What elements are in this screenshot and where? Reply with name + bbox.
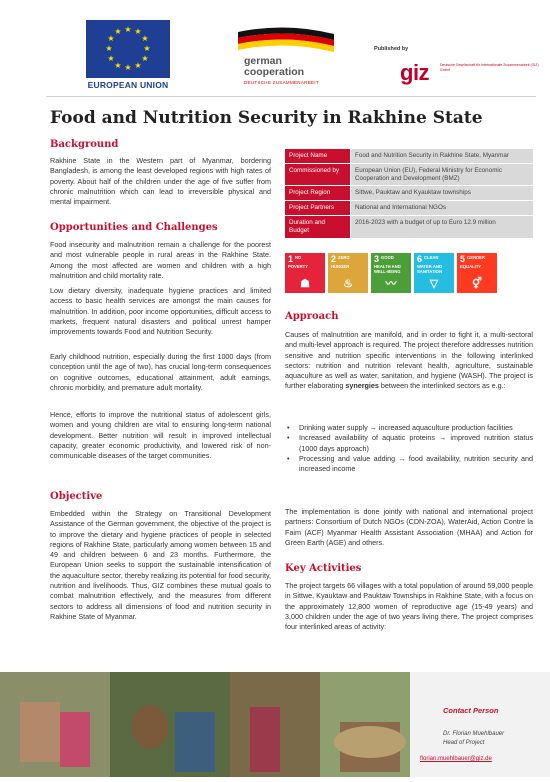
opportunities-heading: Opportunities and Challenges bbox=[50, 222, 218, 233]
opportunities-p1: Food insecurity and malnutrition remain a challenge for the poorest and most vulnerable people in rural areas in the Rakhine State. Among the most affected are women and children with a high malnutrition and child mortality rate. bbox=[50, 240, 271, 280]
approach-p2: The implementation is done jointly with national and international project partners: Consortium of Dutch NGOs (CDN-ZOA), WaterAid, Action Contre la Faim (ACF) Myanmar Health Assistant Association (MHAA) and Action for Green Earth (AGE) and others. bbox=[285, 507, 533, 547]
bowl-icon: ♨ bbox=[343, 278, 353, 290]
water-glass-icon: ▽ bbox=[429, 278, 439, 290]
info-value: European Union (EU), Federal Ministry for Economic Cooperation and Development (BMZ) bbox=[351, 163, 534, 186]
svg-text:★: ★ bbox=[134, 27, 142, 36]
sdg-tile-gender-equality: 5 GENDER EQUALITY ⚥ bbox=[457, 253, 497, 293]
contact-details bbox=[443, 730, 504, 747]
info-key: Project Region bbox=[285, 186, 351, 201]
sdg-tile-good-health: 3 GOOD HEALTH AND WELL-BEING 〰 bbox=[371, 253, 411, 293]
svg-text:★: ★ bbox=[107, 54, 115, 63]
info-value: National and International NGOs bbox=[351, 201, 534, 216]
key-activities-heading: Key Activities bbox=[285, 563, 362, 574]
giz-logo: giz bbox=[400, 60, 430, 85]
sdg-tile-zero-hunger: 2 ZERO HUNGER ♨ bbox=[328, 253, 368, 293]
sdg-tile-clean-water: 6 CLEAN WATER AND SANITATION ▽ bbox=[414, 253, 454, 293]
contact-role: Head of Project bbox=[443, 739, 485, 746]
header-divider bbox=[46, 96, 536, 97]
info-key: Commissioned by bbox=[285, 163, 351, 186]
svg-text:★: ★ bbox=[143, 44, 151, 53]
contact-title: Contact Person bbox=[443, 706, 499, 715]
list-item: • Increased availability of aquatic proteins → improved nutrition status (1000 days approach) bbox=[299, 433, 533, 454]
heartbeat-icon: 〰 bbox=[385, 278, 397, 290]
eu-label: EUROPEAN UNION bbox=[87, 80, 169, 90]
info-key: Project Name bbox=[285, 149, 351, 163]
eu-stars-icon bbox=[86, 20, 170, 78]
svg-text:★: ★ bbox=[141, 34, 149, 43]
contact-email-link[interactable]: florian.muehlbauer@giz.de bbox=[420, 756, 492, 762]
objective-text: Embedded within the Strategy on Transitional Development Assistance of the German government, the objective of the project is to improve the dietary and hygiene practices of people in selected regions of Rakhine State, particularly among women between 15 and 49 and children between 6 and 23 months. Furthermore, the European Union seeks to support the sustainable intensification of the aquaculture sector, thereby realizing its potential for food security, nutrition and livelihoods. Thus, GIZ combines these mutual goals to combat malnutrition effectively, and the measures from different sectors to address all dimensions of food and nutrition security in Rakhine State of Myanmar. bbox=[50, 509, 271, 621]
list-item: • Processing and value adding → food availability, nutrition security and increased income bbox=[299, 454, 533, 475]
table-row bbox=[285, 163, 533, 186]
german-cooperation-logo: german cooperation bbox=[244, 55, 305, 78]
info-value: Food and Nutrition Security in Rakhine State, Myanmar bbox=[351, 149, 534, 163]
approach-heading: Approach bbox=[285, 311, 339, 322]
svg-text:★: ★ bbox=[107, 34, 115, 43]
project-info-table bbox=[285, 149, 533, 239]
contact-name: Dr. Florian Muehlbauer bbox=[443, 731, 505, 737]
synergies-emphasis: synergies bbox=[345, 381, 379, 391]
svg-text:★: ★ bbox=[134, 61, 142, 70]
gender-icon: ⚥ bbox=[472, 278, 482, 290]
list-item: • Drinking water supply → increased aquaculture production facilities bbox=[299, 423, 533, 433]
page-title: Food and Nutrition Security in Rakhine State bbox=[50, 108, 483, 128]
background-text: Rakhine State in the Western part of Myanmar, bordering Bangladesh, is among the least developed regions with high rates of poverty. About half of the children under the age of five suffer from chronic malnutrition which can lead to irreversible physical and mental impairment. bbox=[50, 156, 271, 207]
table-row bbox=[285, 186, 533, 201]
svg-text:★: ★ bbox=[114, 27, 122, 36]
table-row bbox=[285, 215, 533, 238]
svg-text:★: ★ bbox=[124, 25, 132, 34]
published-by-label: Published by bbox=[374, 46, 409, 52]
german-flag-swoosh bbox=[236, 26, 336, 54]
background-heading: Background bbox=[50, 139, 119, 150]
svg-text:★: ★ bbox=[114, 61, 122, 70]
svg-text:★: ★ bbox=[105, 44, 113, 53]
info-key: Duration and Budget bbox=[285, 215, 351, 238]
info-key: Project Partners bbox=[285, 201, 351, 216]
opportunities-p2: Low dietary diversity, inadequate hygiene practices and limited access to basic health services are amongst the main causes for malnutrition. In addition, poor income opportunities, difficult access to markets, frequent natural disasters and political unrest hamper improvements towards Food and Nutrition Security. bbox=[50, 286, 271, 337]
people-icon: ☗ bbox=[300, 278, 310, 290]
info-value: Sittwe, Pauktaw and Kyauktaw townships bbox=[351, 186, 534, 201]
eu-flag-logo bbox=[86, 20, 170, 78]
gc-subtitle: DEUTSCHE ZUSAMMENARBEIT bbox=[244, 80, 319, 85]
approach-bullets bbox=[285, 423, 533, 474]
giz-subtitle: Deutsche Gesellschaft für Internationale Zusammenarbeit (GIZ) GmbH bbox=[440, 63, 539, 72]
approach-p1: Causes of malnutrition are manifold, and in order to fight it, a multi-sectoral and multi-level approach is required. The project therefore addresses nutrition sensitive and nutrition specific interventions in the following interlinked sectors: nutrition and nutrition relevant health, agriculture, sustainable aquaculture as well as water, sanitation, and hygiene (WASH). The project is further elaborating synergies between the interlinked sectors as e.g.: bbox=[285, 330, 533, 391]
opportunities-p4: Hence, efforts to improve the nutritional status of adolescent girls, women and young children are vital to ensuring long-term national development. Better nutrition will result in improved intellectual capacity, greater economic productivity, and lowered risk of non-communicable diseases of the target communities. bbox=[50, 410, 271, 461]
table-row bbox=[285, 149, 533, 163]
sdg-tile-no-poverty: 1 NO POVERTY ☗ bbox=[285, 253, 325, 293]
table-row bbox=[285, 201, 533, 216]
svg-text:★: ★ bbox=[141, 54, 149, 63]
svg-text:★: ★ bbox=[124, 63, 132, 72]
key-activities-text: The project targets 66 villages with a total population of around 59,000 people in Sittwe, Kyauktaw and Pauktaw Townships in Rakhine State, with a focus on the approximately 12,800 women of reproductive age (15-49 years) and 3,000 children under the age of two years living there. The project comprises four interlinked areas of activity: bbox=[285, 581, 533, 632]
opportunities-p3: Early childhood nutrition, especially during the first 1000 days (from conception until the age of two), has crucial long-term consequences on cognitive outcomes, educational attainment, adult earnings, chronic morbidity, and premature adult mortality. bbox=[50, 352, 271, 392]
info-value: 2016-2023 with a budget of up to Euro 12.9 million bbox=[351, 215, 534, 238]
objective-heading: Objective bbox=[50, 491, 103, 502]
